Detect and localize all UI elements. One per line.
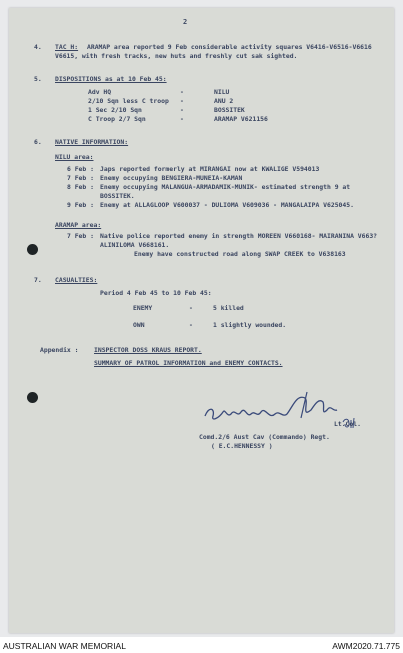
section-5-number: 5. (34, 75, 42, 83)
report-date: 6 Feb : (67, 165, 94, 173)
section-4-heading: TAC H: (55, 43, 79, 51)
disposition-dash: - (180, 115, 184, 123)
report-date: 7 Feb : (67, 174, 94, 182)
signature-rank: Lt.Col. (334, 420, 361, 428)
report-text: Enemy occupying MALANGUA-ARMADAMIK-MUNIK- estimated strength 9 at (100, 183, 351, 191)
disposition-location: BOSSITEK (214, 106, 245, 114)
disposition-location: ARAMAP V621156 (214, 115, 268, 123)
casualty-dash: - (189, 321, 193, 329)
disposition-unit: C Troop 2/7 Sqn (88, 115, 146, 123)
disposition-location: ANU 2 (214, 97, 234, 105)
handwritten-signature (199, 388, 359, 438)
section-7-heading: CASUALTIES: (55, 276, 98, 284)
section-7-number: 7. (34, 276, 42, 284)
casualty-dash: - (189, 304, 193, 312)
report-text: Japs reported formerly at MIRANGAI now at KWALIGE V594013 (100, 165, 320, 173)
aramap-area-heading: ARAMAP area: (55, 221, 102, 229)
document-page (9, 8, 394, 633)
section-6-number: 6. (34, 138, 42, 146)
report-date: 7 Feb : (67, 232, 94, 240)
casualty-value: 5 killed (213, 304, 244, 312)
report-text: Native police reported enemy in strength MOREEN V660168- MAIRANINA V663? (100, 232, 378, 240)
report-text: BOSSITEK. (100, 192, 135, 200)
signature-command: Comd.2/6 Aust Cav (Commando) Regt. (199, 433, 330, 441)
footer-bar (0, 637, 403, 653)
disposition-dash: - (180, 97, 184, 105)
punch-hole (27, 392, 38, 403)
report-text: Enemy occupying BENGIERA-MUNEIA-KAMAN (100, 174, 243, 182)
disposition-location: NILU (214, 88, 230, 96)
casualty-period: Period 4 Feb 45 to 10 Feb 45: (100, 289, 212, 297)
disposition-unit: Adv HQ (88, 88, 112, 96)
disposition-unit: 1 Sec 2/10 Sqn (88, 106, 142, 114)
report-date: 8 Feb : (67, 183, 94, 191)
report-text: Enemy have constructed road along SWAP CREEK to V638163 (134, 250, 346, 258)
section-4-text: V6615, with fresh tracks, new huts and freshly cut sak sighted. (55, 52, 298, 60)
footer-catalogue-id: AWM2020.71.775 (332, 641, 400, 651)
section-4-text: ARAMAP area reported 9 Feb considerable activity squares V6416-V6516-V6616 (87, 43, 372, 51)
report-text: ALINILOMA V668161. (100, 241, 170, 249)
section-6-heading: NATIVE INFORMATION: (55, 138, 129, 146)
disposition-dash: - (180, 88, 184, 96)
disposition-unit: 2/10 Sqn less C troop (88, 97, 169, 105)
casualty-side: OWN (133, 321, 145, 329)
appendix-item: SUMMARY OF PATROL INFORMATION and ENEMY CONTACTS. (94, 359, 283, 367)
casualty-side: ENEMY (133, 304, 153, 312)
section-5-heading: DISPOSITIONS as at 10 Feb 45: (55, 75, 167, 83)
appendix-label: Appendix : (40, 346, 79, 354)
disposition-dash: - (180, 106, 184, 114)
report-text: Enemy at ALLAGLOOP V600037 - DULIOMA V609036 - MANGALAIPA V625045. (100, 201, 354, 209)
punch-hole (27, 244, 38, 255)
report-date: 9 Feb : (67, 201, 94, 209)
footer-institution: AUSTRALIAN WAR MEMORIAL (3, 641, 126, 651)
casualty-value: 1 slightly wounded. (213, 321, 287, 329)
appendix-item: INSPECTOR DOSS KRAUS REPORT. (94, 346, 202, 354)
page-number: 2 (183, 18, 188, 26)
section-4-number: 4. (34, 43, 42, 51)
signature-name: ( E.C.HENNESSY ) (211, 442, 273, 450)
nilu-area-heading: NILU area: (55, 153, 94, 161)
